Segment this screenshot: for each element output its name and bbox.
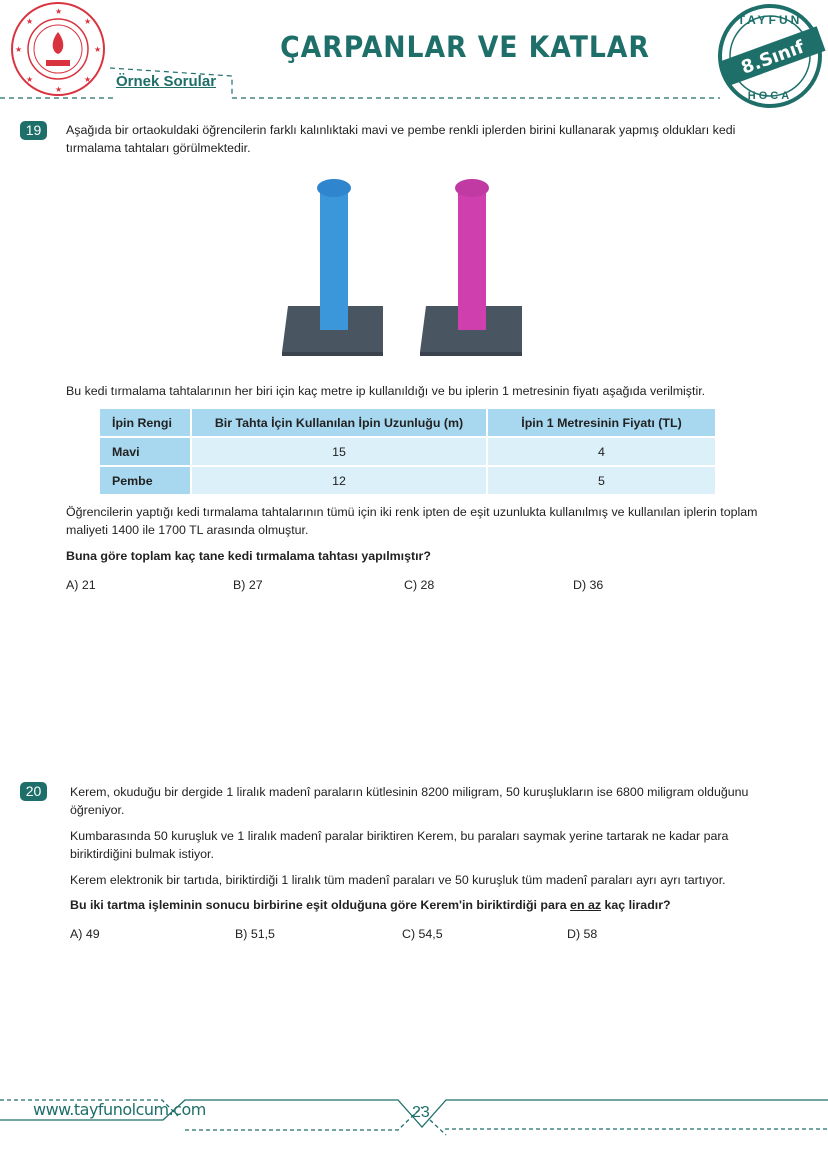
svg-text:★: ★ — [26, 17, 34, 26]
table-header-row — [100, 409, 715, 436]
q20-option-b[interactable]: B) 51,5 — [235, 927, 275, 941]
q20-question-text: Bu iki tartma işleminin sonucu birbirine eşit olduğuna göre Kerem'in biriktirdiği para — [70, 898, 571, 912]
table-cell: 12 — [192, 467, 486, 494]
svg-text:★: ★ — [55, 7, 63, 16]
table-cell: 15 — [192, 438, 486, 465]
q20-p2: Kumbarasında 50 kuruşluk ve 1 liralık madenî paralar biriktiren Kerem, bu paraları saymak yerine tartarak ne kadar para biriktirdiğini bulmak istiyor. — [70, 829, 729, 861]
header-cell: İpin 1 Metresinin Fiyatı (TL) — [488, 409, 715, 436]
q19-intro: Aşağıda bir ortaokuldaki öğrencilerin farklı kalınlıktaki mavi ve pembe renkli iplerden birini kullanarak yapmış oldukları kedi tırmalama tahtaları görülmektedir. — [66, 123, 736, 155]
cat-scratching-posts-image — [280, 176, 530, 358]
badge-grade-text: 8.Sınıf — [738, 36, 808, 79]
table-cell: Mavi — [100, 438, 190, 465]
q20-option-d[interactable]: D) 58 — [567, 927, 598, 941]
header-cell: İpin Rengi — [100, 409, 190, 436]
table-row — [100, 467, 715, 494]
q20-p1: Kerem, okuduğu bir dergide 1 liralık madenî paraların kütlesinin 8200 miligram, 50 kuruşlukların ise 6800 miligram olduğunu öğreniyor. — [70, 785, 749, 817]
q19-option-d[interactable]: D) 36 — [573, 578, 604, 592]
page-title: ÇARPANLAR VE KATLAR — [280, 30, 650, 64]
q19-text3: Öğrencilerin yaptığı kedi tırmalama tahtalarının tümü için iki renk ipten de eşit uzunlukta kullanılmış ve kullanılan iplerin toplam maliyeti 1400 ile 1700 TL arasında olmuştur. — [66, 505, 758, 537]
thread-table — [98, 407, 717, 496]
table-cell: Pembe — [100, 467, 190, 494]
table-cell: 4 — [488, 438, 715, 465]
badge-bottom-text: HOCA — [747, 90, 793, 102]
badge-top-text: TAYFUN — [737, 13, 803, 27]
q20-option-a[interactable]: A) 49 — [70, 927, 100, 941]
table-row — [100, 438, 715, 465]
q19-text2: Bu kedi tırmalama tahtalarının her biri için kaç metre ip kullanıldığı ve bu iplerin 1 metresinin fiyatı aşağıda verilmiştir. — [66, 384, 706, 398]
footer-website[interactable]: www.tayfunolcum.com — [33, 1100, 206, 1119]
question-number-20: 20 — [20, 782, 47, 801]
q20-emphasis: en az — [570, 898, 602, 912]
header-cell: Bir Tahta İçin Kullanılan İpin Uzunluğu (m) — [192, 409, 486, 436]
q20-question-end: kaç liradır? — [601, 898, 671, 912]
q19-option-c[interactable]: C) 28 — [404, 578, 435, 592]
q20-option-c[interactable]: C) 54,5 — [402, 927, 443, 941]
header-dashed-line — [0, 60, 740, 105]
svg-text:★: ★ — [84, 75, 92, 84]
q19-option-a[interactable]: A) 21 — [66, 578, 96, 592]
q20-p3: Kerem elektronik bir tartıda, biriktirdiği 1 liralık tüm madenî paraları ve 50 kuruşluk tüm madenî paraları ayrı ayrı tartıyor. — [70, 873, 726, 887]
q20-question — [70, 896, 671, 914]
table-cell: 5 — [488, 467, 715, 494]
svg-text:★: ★ — [94, 45, 102, 54]
svg-text:★: ★ — [84, 17, 92, 26]
svg-text:★: ★ — [26, 75, 34, 84]
svg-text:★: ★ — [55, 85, 63, 94]
q19-option-b[interactable]: B) 27 — [233, 578, 263, 592]
question-number-19: 19 — [20, 121, 47, 140]
tayfun-hoca-badge — [712, 2, 828, 110]
section-label: Örnek Sorular — [116, 73, 217, 90]
q19-question: Buna göre toplam kaç tane kedi tırmalama tahtası yapılmıştır? — [66, 549, 431, 563]
svg-text:★: ★ — [15, 45, 23, 54]
page-number: 23 — [412, 1104, 430, 1121]
